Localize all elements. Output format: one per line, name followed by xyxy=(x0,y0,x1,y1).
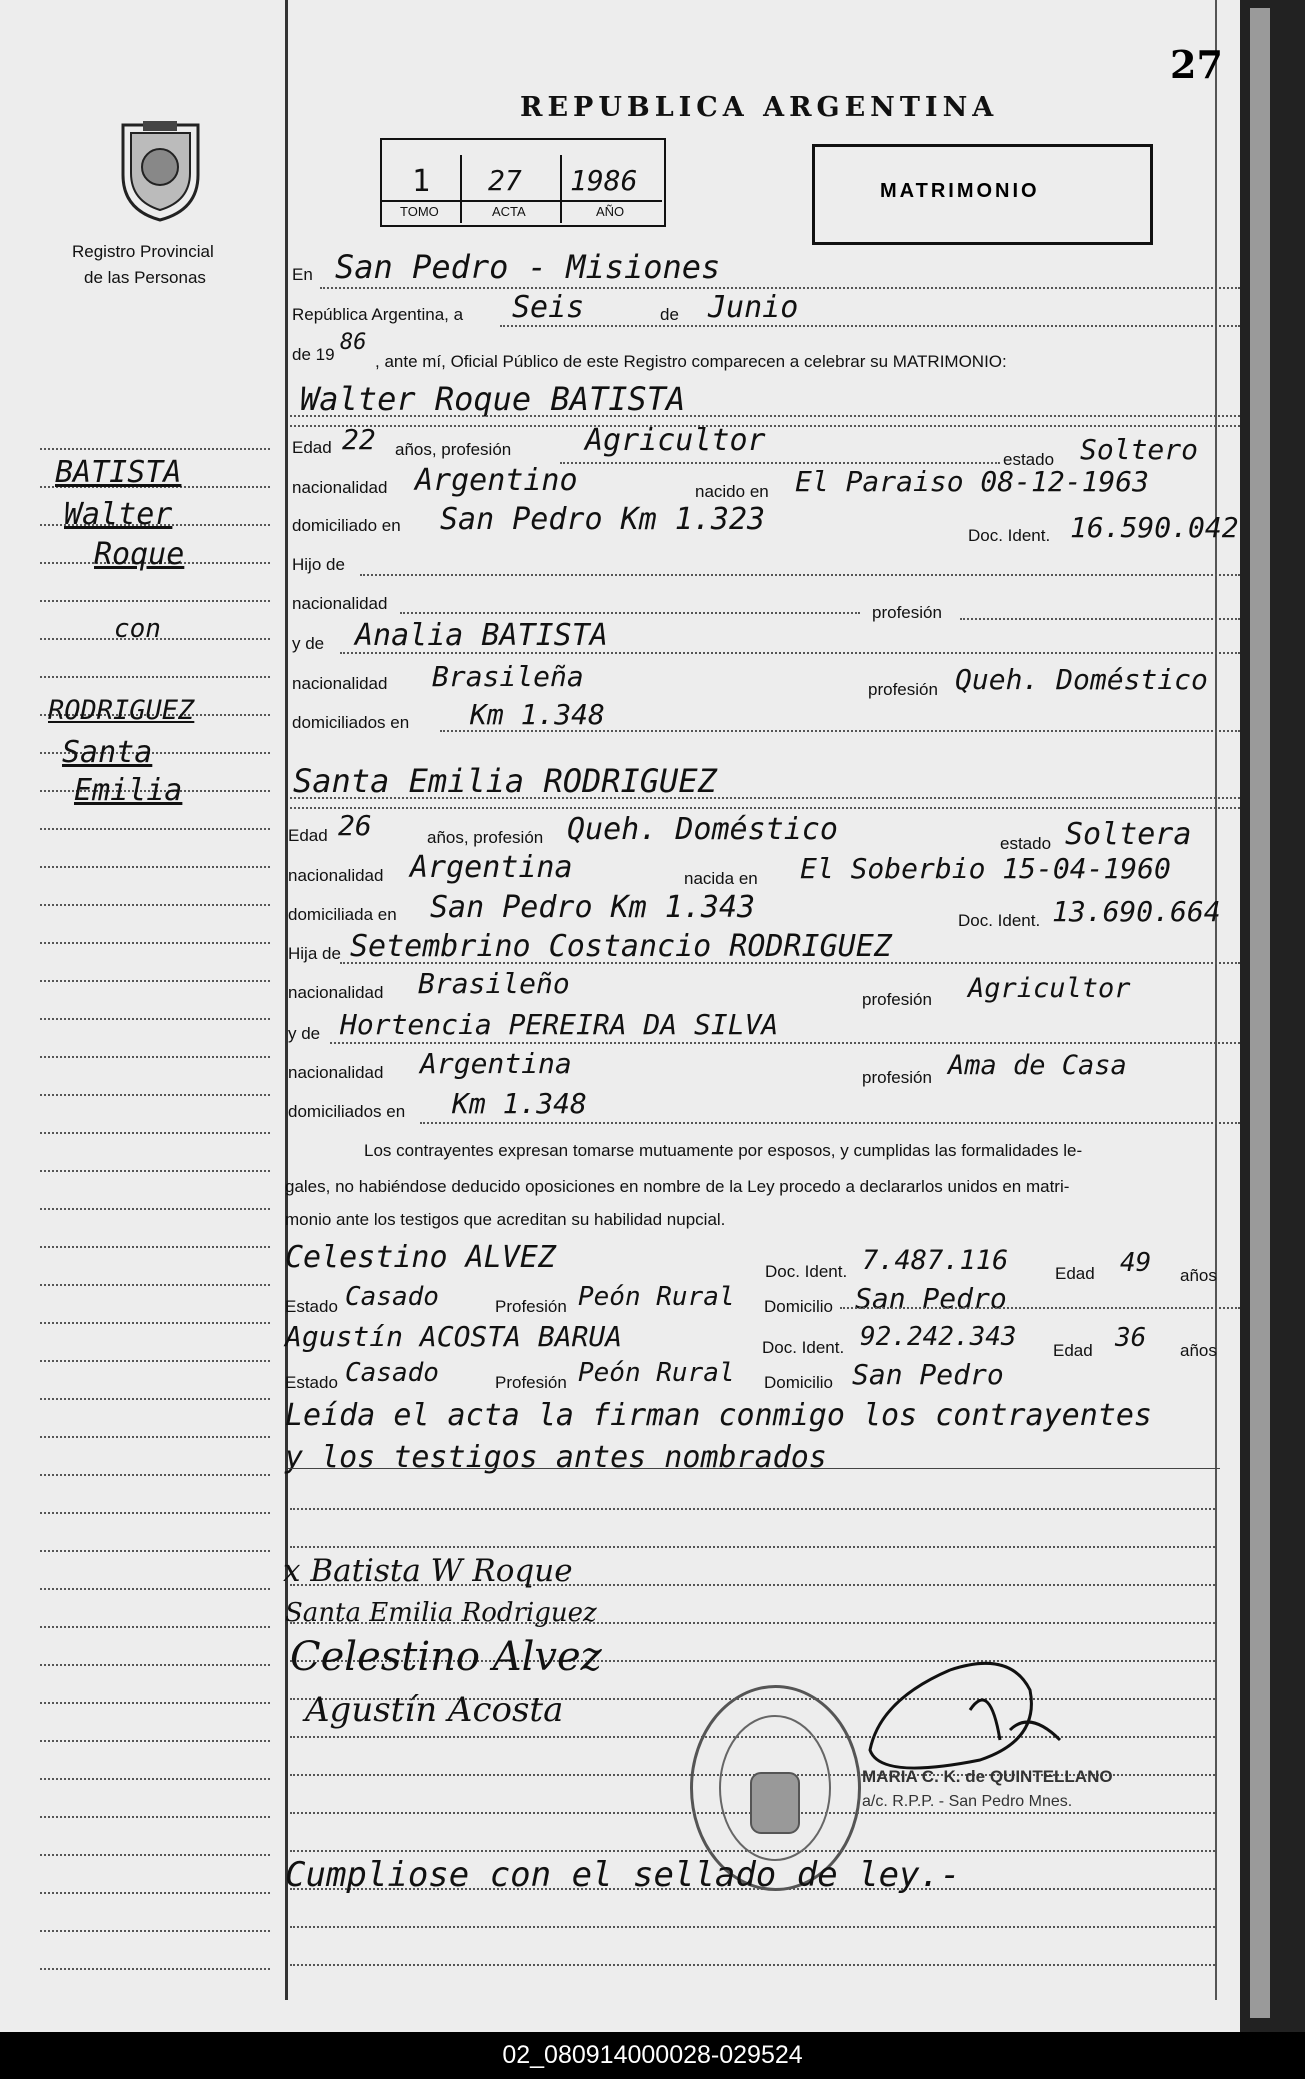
label-profesion-2: profesión xyxy=(872,603,942,622)
margin-rule xyxy=(40,1018,270,1020)
label-estado-w2: Estado xyxy=(285,1373,338,1392)
margin-rule xyxy=(40,1132,270,1134)
label-nacido-en: nacido en xyxy=(695,482,769,501)
value-parents-groom-dom: Km 1.348 xyxy=(470,698,605,731)
label-anos-w1: años xyxy=(1180,1266,1217,1285)
ano-label: AÑO xyxy=(596,204,625,219)
signature-witness-1: Celestino Alvez xyxy=(290,1634,602,1680)
value-bride-edad: 26 xyxy=(338,809,372,842)
value-groom-nac: Argentino xyxy=(415,463,578,498)
value-father-bride: Setembrino Costancio RODRIGUEZ xyxy=(350,929,892,964)
label-profesion-fb: profesión xyxy=(862,990,932,1009)
acta-value: 27 xyxy=(488,164,522,197)
label-domiciliados-en: domiciliados en xyxy=(292,713,410,732)
value-bride-doc: 13.690.664 xyxy=(1052,895,1221,928)
margin-rule xyxy=(40,828,270,830)
act-type: MATRIMONIO xyxy=(880,180,1040,202)
value-closing-2: y los testigos antes nombrados xyxy=(285,1440,827,1475)
label-anos-w2: años xyxy=(1180,1341,1217,1360)
label-nacionalidad-b: nacionalidad xyxy=(288,866,384,885)
value-bride-dom: San Pedro Km 1.343 xyxy=(430,890,756,925)
margin-rule xyxy=(40,1094,270,1096)
value-mother-bride-prof: Ama de Casa xyxy=(948,1050,1127,1081)
label-estado: estado xyxy=(1003,450,1055,469)
label-domiciliado-en: domiciliado en xyxy=(292,516,401,535)
label-edad: Edad xyxy=(292,438,332,457)
margin-rule xyxy=(40,1816,270,1818)
label-hijo-de: Hijo de xyxy=(292,555,345,574)
label-estado-b: estado xyxy=(1000,834,1052,853)
value-lugar: San Pedro - Misiones xyxy=(335,248,721,286)
margin-rule xyxy=(40,1550,270,1552)
label-domiciliados-en-b: domiciliados en xyxy=(288,1102,406,1121)
label-domiciliada-en: domiciliada en xyxy=(288,905,397,924)
body-rule xyxy=(290,1546,1215,1548)
margin-rule xyxy=(40,1284,270,1286)
registry-line-1: Registro Provincial xyxy=(72,242,214,261)
value-w1-edad: 49 xyxy=(1120,1248,1152,1278)
value-w1-doc: 7.487.116 xyxy=(862,1245,1009,1276)
value-w1-dom: San Pedro xyxy=(855,1282,1007,1315)
signature-bride: Santa Emilia Rodriguez xyxy=(285,1598,597,1628)
margin-rule xyxy=(40,1892,270,1894)
provincial-seal-icon xyxy=(113,115,208,225)
value-mother-groom-nac: Brasileña xyxy=(432,660,584,693)
margin-rule xyxy=(40,980,270,982)
label-nacionalidad-fb: nacionalidad xyxy=(288,983,384,1002)
margin-rule xyxy=(40,676,270,678)
value-groom-doc: 16.590.042 xyxy=(1070,511,1239,544)
value-bride-name: Santa Emilia RODRIGUEZ xyxy=(293,762,717,800)
binding-strip xyxy=(1250,8,1270,2018)
margin-bride-second: Emilia xyxy=(74,773,183,808)
label-republica: República Argentina, a xyxy=(292,305,464,324)
label-en: En xyxy=(292,265,313,284)
margin-rule xyxy=(40,904,270,906)
label-doc-ident-b: Doc. Ident. xyxy=(958,911,1041,930)
margin-rule xyxy=(40,1246,270,1248)
body-rule xyxy=(290,1964,1215,1966)
label-doc-ident-w2: Doc. Ident. xyxy=(762,1338,845,1357)
value-w1-prof: Peón Rural xyxy=(578,1282,735,1312)
margin-rule xyxy=(40,1056,270,1058)
value-mother-bride: Hortencia PEREIRA DA SILVA xyxy=(340,1008,779,1041)
margin-rule xyxy=(40,1360,270,1362)
margin-rule xyxy=(40,1436,270,1438)
value-bride-prof: Queh. Doméstico xyxy=(567,812,838,847)
margin-bride-first: Santa xyxy=(62,735,153,770)
official-role: a/c. R.P.P. - San Pedro Mnes. xyxy=(862,1793,1073,1810)
margin-rule xyxy=(40,448,270,450)
value-bride-nacida: El Soberbio 15-04-1960 xyxy=(800,852,1171,885)
margin-bride-surname: RODRIGUEZ xyxy=(48,695,195,726)
value-mother-groom-prof: Queh. Doméstico xyxy=(955,663,1208,696)
margin-rule xyxy=(40,1474,270,1476)
label-de-19: de 19 xyxy=(292,345,335,364)
value-bride-nac: Argentina xyxy=(410,850,573,885)
value-w2-dom: San Pedro xyxy=(852,1358,1004,1391)
value-groom-edad: 22 xyxy=(342,423,376,456)
official-name: MARIA C. K. de QUINTELLANO xyxy=(862,1767,1113,1786)
margin-rule xyxy=(40,1778,270,1780)
label-y-de: y de xyxy=(292,634,325,653)
label-estado-w1: Estado xyxy=(285,1297,338,1316)
value-w2-name: Agustín ACOSTA BARUA xyxy=(285,1320,623,1353)
margin-rule xyxy=(40,1626,270,1628)
label-doc-ident-w1: Doc. Ident. xyxy=(765,1262,848,1281)
value-groom-name: Walter Roque BATISTA xyxy=(300,380,686,418)
value-ano: 86 xyxy=(340,330,367,355)
value-closing-1: Leída el acta la firman conmigo los contrayentes xyxy=(285,1398,1152,1433)
declaration-line-1: Los contrayentes expresan tomarse mutuamente por esposos, y cumplidas las formalidades le- xyxy=(364,1141,1083,1160)
value-w1-name: Celestino ALVEZ xyxy=(285,1240,556,1275)
margin-rule xyxy=(40,866,270,868)
declaration-line-2: gales, no habiéndose deducido oposiciones en nombre de la Ley procedo a declararlos unidos en matri- xyxy=(285,1177,1070,1196)
label-nacionalidad-mb: nacionalidad xyxy=(288,1063,384,1082)
label-doc-ident: Doc. Ident. xyxy=(968,526,1051,545)
value-groom-estado: Soltero xyxy=(1080,433,1199,466)
value-w2-doc: 92.242.343 xyxy=(860,1322,1017,1352)
margin-rule xyxy=(40,1968,270,1970)
header-title: REPUBLICA ARGENTINA xyxy=(520,92,999,123)
value-w1-estado: Casado xyxy=(345,1282,439,1312)
label-ante-mi: , ante mí, Oficial Público de este Registro comparecen a celebrar su MATRIMONIO: xyxy=(375,352,1007,371)
label-de: de xyxy=(660,305,679,324)
tomo-value: 1 xyxy=(412,164,431,199)
label-profesion-w1: Profesión xyxy=(495,1297,567,1316)
label-profesion-3: profesión xyxy=(868,680,938,699)
margin-groom-second: Roque xyxy=(94,537,185,572)
value-w2-estado: Casado xyxy=(345,1358,439,1388)
label-nacionalidad-3: nacionalidad xyxy=(292,674,388,693)
value-groom-nacido: El Paraiso 08-12-1963 xyxy=(795,465,1150,498)
margin-rule xyxy=(40,942,270,944)
margin-rule xyxy=(40,600,270,602)
margin-rule xyxy=(40,1740,270,1742)
margin-con: con xyxy=(114,614,161,644)
ano-value: 1986 xyxy=(570,164,638,197)
label-nacida-en: nacida en xyxy=(684,869,758,888)
signature-groom: x Batista W Roque xyxy=(283,1553,573,1589)
value-groom-prof: Agricultor xyxy=(585,423,766,458)
value-mother-groom: Analia BATISTA xyxy=(355,618,608,653)
label-anos-profesion-b: años, profesión xyxy=(427,828,544,847)
value-w2-edad: 36 xyxy=(1115,1323,1147,1353)
label-domicilio-w1: Domicilio xyxy=(764,1297,833,1316)
body-rule xyxy=(290,1508,1215,1510)
label-edad-w1: Edad xyxy=(1055,1264,1095,1283)
signature-witness-2: Agustín Acosta xyxy=(305,1690,564,1730)
value-father-bride-prof: Agricultor xyxy=(968,973,1131,1004)
body-rule xyxy=(290,1926,1215,1928)
label-nacionalidad: nacionalidad xyxy=(292,478,388,497)
value-w2-prof: Peón Rural xyxy=(578,1358,735,1388)
margin-rule xyxy=(40,1322,270,1324)
value-mes: Junio xyxy=(708,290,799,325)
value-father-bride-nac: Brasileño xyxy=(418,967,570,1000)
label-hija-de: Hija de xyxy=(288,944,341,963)
declaration-line-3: monio ante los testigos que acreditan su habilidad nupcial. xyxy=(285,1210,726,1229)
tomo-label: TOMO xyxy=(400,204,439,219)
value-dia: Seis xyxy=(512,290,585,325)
footer-id: 02_080914000028-029524 xyxy=(0,2032,1305,2079)
label-nacionalidad-2: nacionalidad xyxy=(292,594,388,613)
margin-rule xyxy=(40,1398,270,1400)
label-edad-b: Edad xyxy=(288,826,328,845)
label-edad-w2: Edad xyxy=(1053,1341,1093,1360)
label-y-de-b: y de xyxy=(288,1024,321,1043)
value-cumpliose: Cumpliose con el sellado de ley.- xyxy=(285,1855,961,1895)
value-bride-estado: Soltera xyxy=(1065,817,1192,852)
acta-label: ACTA xyxy=(492,204,526,219)
margin-groom-first: Walter xyxy=(64,497,173,532)
value-groom-dom: San Pedro Km 1.323 xyxy=(440,502,766,537)
margin-rule xyxy=(40,1664,270,1666)
margin-rule xyxy=(40,1702,270,1704)
label-profesion-mb: profesión xyxy=(862,1068,932,1087)
value-mother-bride-nac: Argentina xyxy=(420,1047,572,1080)
right-border xyxy=(1215,0,1217,2000)
margin-groom-surname: BATISTA xyxy=(55,455,182,490)
margin-rule xyxy=(40,1854,270,1856)
label-domicilio-w2: Domicilio xyxy=(764,1373,833,1392)
margin-rule xyxy=(40,1588,270,1590)
label-anos-profesion: años, profesión xyxy=(395,440,512,459)
margin-rule xyxy=(40,1208,270,1210)
registry-line-2: de las Personas xyxy=(84,268,206,287)
page-number: 27 xyxy=(1170,42,1223,87)
margin-rule xyxy=(40,1930,270,1932)
label-profesion-w2: Profesión xyxy=(495,1373,567,1392)
margin-rule xyxy=(40,1512,270,1514)
margin-rule xyxy=(40,1170,270,1172)
value-parents-bride-dom: Km 1.348 xyxy=(452,1087,587,1120)
